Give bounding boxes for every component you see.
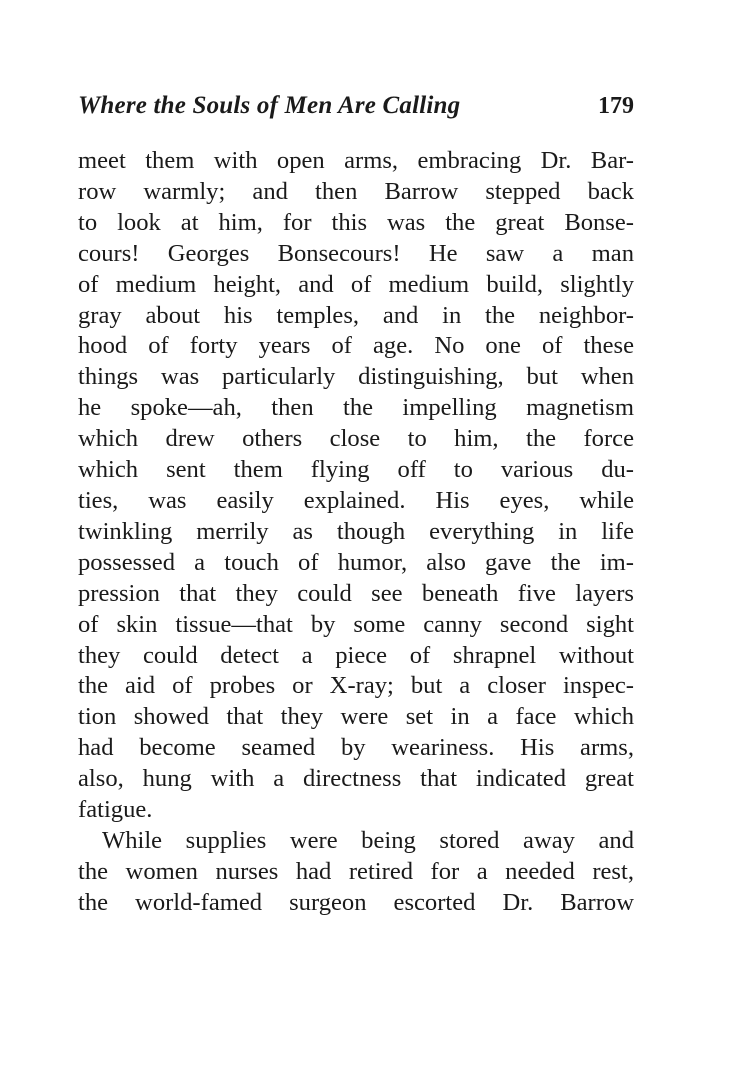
text-line: fatigue. <box>78 796 153 824</box>
running-head <box>78 92 634 136</box>
text-line: tion showed that they were set in a face which <box>78 703 634 731</box>
text-line: gray about his temples, and in the neighbor- <box>78 301 634 329</box>
text-line: pression that they could see beneath five layers <box>78 579 634 607</box>
text-line: the aid of probes or X-ray; but a closer inspec- <box>78 672 634 700</box>
text-line: which sent them flying off to various du- <box>78 456 634 484</box>
text-line: the women nurses had retired for a needed rest, <box>78 857 634 885</box>
page-number: 179 <box>598 93 634 119</box>
text-line: twinkling merrily as though everything in life <box>78 517 634 545</box>
text-line: he spoke—ah, then the impelling magnetism <box>78 394 634 422</box>
text-line: they could detect a piece of shrapnel without <box>78 641 634 669</box>
text-line: to look at him, for this was the great Bonse- <box>78 208 634 236</box>
paragraph-2 <box>78 826 634 919</box>
text-line: also, hung with a directness that indicated great <box>78 765 634 793</box>
text-line: of skin tissue—that by some canny second sight <box>78 610 634 638</box>
text-line: which drew others close to him, the force <box>78 425 634 453</box>
text-line: of medium height, and of medium build, slightly <box>78 270 634 298</box>
text-line: had become seamed by weariness. His arms, <box>78 734 634 762</box>
text-line: hood of forty years of age. No one of these <box>78 332 634 360</box>
running-title: Where the Souls of Men Are Calling <box>78 92 461 119</box>
text-line: While supplies were being stored away and <box>102 826 634 854</box>
paragraph-1 <box>78 146 634 826</box>
text-line: possessed a touch of humor, also gave the im- <box>78 548 634 576</box>
text-line: things was particularly distinguishing, but when <box>78 363 634 391</box>
book-page <box>78 92 634 919</box>
text-line: the world-famed surgeon escorted Dr. Barrow <box>78 888 634 916</box>
text-line: cours! Georges Bonsecours! He saw a man <box>78 239 634 267</box>
text-line: meet them with open arms, embracing Dr. Bar- <box>78 147 634 174</box>
text-line: row warmly; and then Barrow stepped back <box>78 177 634 205</box>
text-line: ties, was easily explained. His eyes, while <box>78 486 634 514</box>
